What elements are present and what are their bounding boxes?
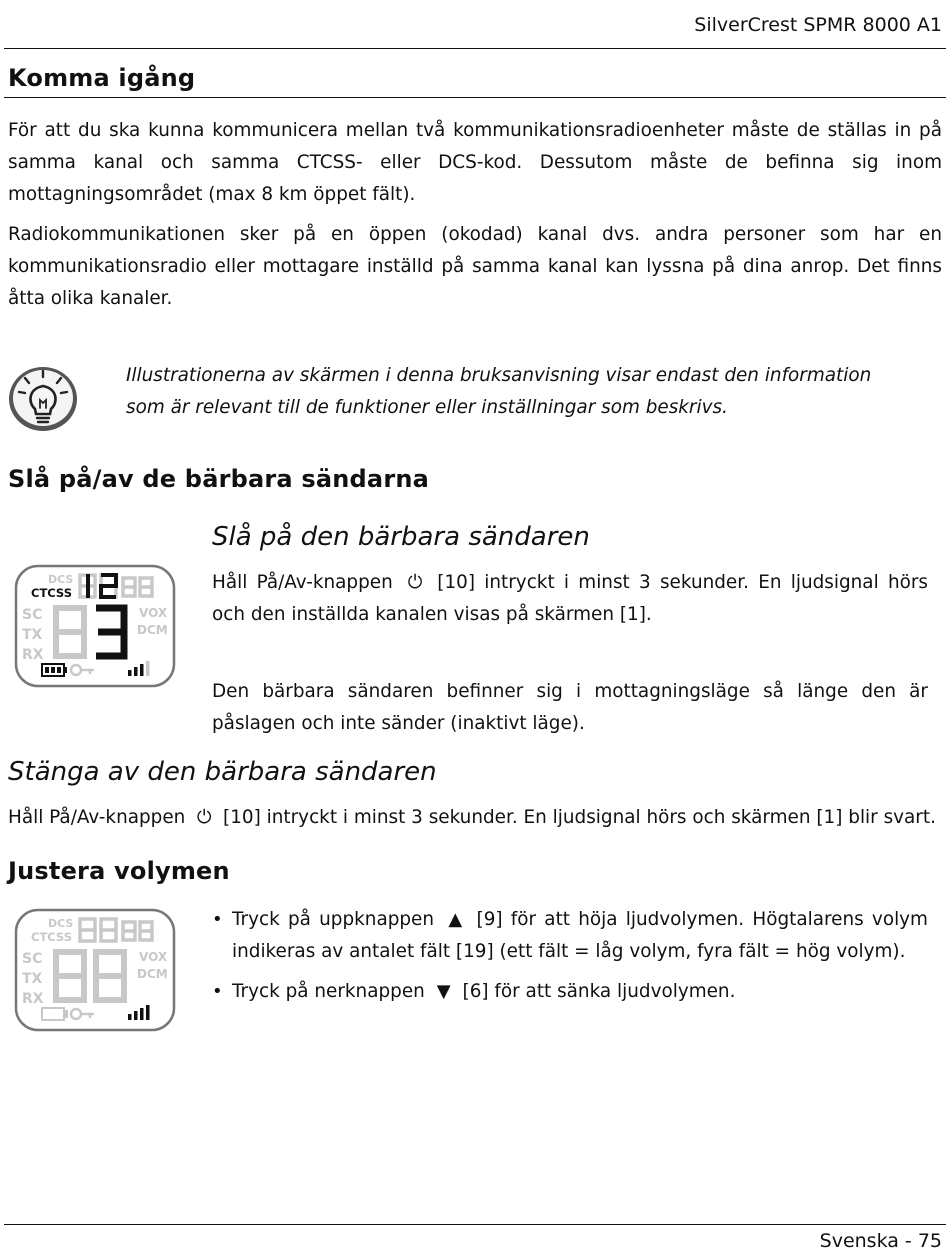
lcd-screen-volume — [14, 908, 178, 1034]
lcd-label-dcs: DCS — [48, 573, 74, 586]
heading-komma-igang: Komma igång — [8, 64, 196, 92]
volume-bar — [140, 664, 144, 676]
list-item-volume-up — [212, 904, 928, 968]
power-icon: ⏻ — [196, 807, 212, 828]
volume-instructions-list — [212, 904, 928, 1016]
heading-power-on-off: Slå på/av de bärbara sändarna — [8, 465, 430, 493]
note-line-1: Illustrationerna av skärmen i denna bruksanvisning visar endast den information — [126, 365, 872, 386]
paragraph-power-on-instructions — [212, 567, 928, 631]
volume-bar — [134, 667, 138, 676]
lightbulb-tip-icon — [6, 362, 82, 434]
volume-bar — [146, 661, 150, 676]
lcd-label-vox: VOX — [139, 606, 168, 620]
lcd-screen-channel-3 — [14, 564, 178, 690]
volume-up-text-end: [9] för att höja ljudvolymen. Högtalarens volym indikeras av antalet fält [19] (ett fält = låg volym, fyra fält = hög volym). — [232, 909, 928, 962]
power-off-text-end: [10] intryckt i minst 3 sekunder. En ljudsignal hörs och skärmen [1] blir svart. — [223, 807, 936, 828]
volume-bar — [134, 1011, 138, 1020]
header-rule — [4, 48, 946, 49]
lcd-label-sc: SC — [22, 607, 43, 623]
up-arrow-icon: ▲ — [448, 909, 463, 930]
volume-bar — [140, 1008, 144, 1020]
lcd-label-sc: SC — [22, 951, 43, 967]
volume-bar — [128, 1014, 132, 1020]
lcd-label-tx: TX — [22, 627, 43, 643]
lcd-label-rx: RX — [22, 991, 44, 1007]
volume-down-text-end: [6] för att sänka ljudvolymen. — [462, 981, 736, 1002]
subheading-power-off: Stänga av den bärbara sändaren — [8, 757, 437, 787]
lcd-label-dcm: DCM — [137, 623, 168, 637]
subheading-power-on: Slå på den bärbara sändaren — [212, 522, 590, 552]
document-header-title: SilverCrest SPMR 8000 A1 — [694, 14, 942, 36]
lcd-label-dcs: DCS — [48, 917, 74, 930]
paragraph-intro: För att du ska kunna kommunicera mellan två kommunikationsradioenheter måste de ställas in på samma kanal och samma CTCSS- eller DCS-kod. Dessutom måste de befinna sig inom mottagningsområdet (max 8 km öppet fält). — [8, 120, 942, 205]
lcd-label-rx: RX — [22, 647, 44, 663]
note-line-2: som är relevant till de funktioner eller inställningar som beskrivs. — [126, 397, 728, 418]
lcd-label-ctcss: CTCSS — [31, 586, 72, 600]
lcd-label-dcm: DCM — [137, 967, 168, 981]
volume-up-text-start: Tryck på uppknappen — [232, 909, 435, 930]
power-on-text-start: Håll På/Av-knappen — [212, 572, 393, 593]
lcd-label-vox: VOX — [139, 950, 168, 964]
down-arrow-icon: ▼ — [436, 981, 451, 1002]
heading-rule — [4, 97, 946, 98]
volume-down-text-start: Tryck på nerknappen — [232, 981, 425, 1002]
volume-bar — [128, 670, 132, 676]
volume-bar — [146, 1005, 150, 1020]
paragraph-power-off-instructions — [8, 802, 942, 834]
lcd-label-ctcss: CTCSS — [31, 930, 72, 944]
paragraph-receive-mode: Den bärbara sändaren befinner sig i mottagningsläge så länge den är påslagen och inte sänder (inaktivt läge). — [212, 681, 928, 734]
paragraph-open-channel: Radiokommunikationen sker på en öppen (okodad) kanal dvs. andra personer som har en kommunikationsradio eller mottagare inställd på samma kanal kan lyssna på dina anrop. Det finns åtta olika kanaler. — [8, 224, 942, 309]
lcd-label-tx: TX — [22, 971, 43, 987]
list-item-volume-down — [212, 976, 928, 1008]
power-off-text-start: Håll På/Av-knappen — [8, 807, 186, 828]
power-icon: ⏻ — [407, 572, 423, 593]
footer-rule — [4, 1224, 946, 1225]
footer-page-number: Svenska - 75 — [819, 1230, 942, 1252]
power-on-text-end: [10] intryckt i minst 3 sekunder. En ljudsignal hörs och den inställda kanalen visas på skärmen [1]. — [212, 572, 928, 625]
heading-adjust-volume: Justera volymen — [8, 857, 230, 885]
